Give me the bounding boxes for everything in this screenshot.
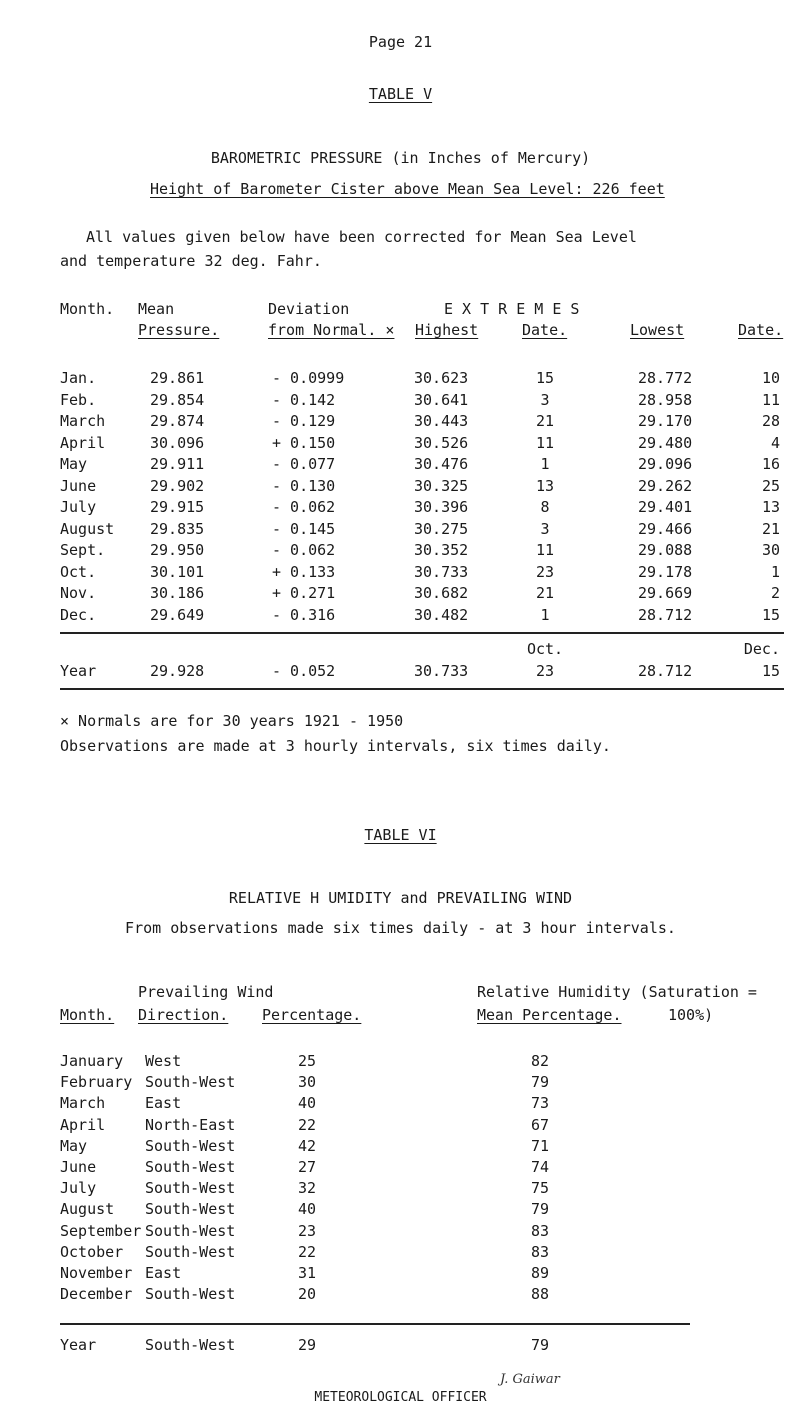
cell-percentage: 32 xyxy=(298,1179,317,1198)
year-humidity: 79 xyxy=(531,1336,550,1354)
cell-month: August xyxy=(60,1200,115,1219)
year-label-vi: Year xyxy=(60,1336,97,1354)
header-lowest: Lowest xyxy=(630,321,685,339)
table-vi-title: RELATIVE H UMIDITY and PREVAILING WIND xyxy=(228,889,573,907)
cell-high-date: 11 xyxy=(535,541,555,559)
cell-humidity: 88 xyxy=(531,1285,550,1304)
header-pressure: Pressure. xyxy=(138,321,220,339)
cell-low-date: 30 xyxy=(761,541,780,559)
cell-month: Sept. xyxy=(60,541,106,559)
year-highest-date: 23 xyxy=(535,662,555,680)
cell-mean: 30.186 xyxy=(150,584,205,602)
cell-humidity: 83 xyxy=(531,1221,550,1240)
header-date-high: Date. xyxy=(522,321,568,339)
table-v-label: TABLE V xyxy=(368,85,433,103)
cell-highest: 30.623 xyxy=(414,369,469,387)
cell-lowest: 29.088 xyxy=(638,541,693,559)
footnote-normals: × Normals are for 30 years 1921 - 1950 xyxy=(60,712,404,730)
cell-lowest: 28.712 xyxy=(638,605,693,624)
cell-direction: South-West xyxy=(145,1073,236,1092)
cell-humidity: 79 xyxy=(531,1073,550,1092)
cell-low-date: 15 xyxy=(761,605,780,624)
year-percentage: 29 xyxy=(298,1336,317,1354)
cell-percentage: 31 xyxy=(298,1264,317,1282)
cell-deviation: - 0.077 xyxy=(272,455,336,473)
cell-percentage: 40 xyxy=(298,1200,317,1219)
cell-highest: 30.641 xyxy=(414,390,469,409)
cell-mean: 29.915 xyxy=(150,498,205,516)
cell-humidity: 83 xyxy=(531,1242,550,1261)
cell-high-date: 1 xyxy=(540,605,550,624)
cell-month: July xyxy=(60,1179,97,1198)
header-direction: Direction. xyxy=(138,1006,229,1024)
cell-humidity: 79 xyxy=(531,1200,550,1219)
cell-highest: 30.733 xyxy=(414,562,469,581)
year-highest: 30.733 xyxy=(414,662,469,680)
cell-month: July xyxy=(60,498,97,516)
signature: J. Gaiwar xyxy=(500,1372,560,1387)
cell-month: Nov. xyxy=(60,584,97,602)
cell-low-date: 2 xyxy=(770,584,780,602)
cell-deviation: + 0.271 xyxy=(272,584,336,602)
cell-mean: 29.911 xyxy=(150,455,205,473)
cell-month: December xyxy=(60,1285,133,1304)
header-from-normal: from Normal. × xyxy=(268,321,395,339)
cell-percentage: 27 xyxy=(298,1158,317,1176)
page-number: Page 21 xyxy=(368,33,433,51)
cell-month: May xyxy=(60,1136,88,1155)
cell-direction: South-West xyxy=(145,1158,236,1176)
cell-low-date: 4 xyxy=(770,433,780,452)
cell-low-date: 16 xyxy=(761,455,780,473)
table-vi-subtitle: From observations made six times daily - at 3 hour intervals. xyxy=(125,919,676,937)
cell-lowest: 29.262 xyxy=(638,476,693,495)
year-lowest: 28.712 xyxy=(638,662,693,680)
cell-percentage: 22 xyxy=(298,1242,317,1261)
cell-deviation: - 0.129 xyxy=(272,412,336,430)
cell-month: April xyxy=(60,1115,106,1134)
cell-lowest: 29.178 xyxy=(638,562,693,581)
cell-direction: South-West xyxy=(145,1285,236,1304)
cell-lowest: 28.772 xyxy=(638,369,693,387)
cell-low-date: 10 xyxy=(761,369,780,387)
cell-high-date: 8 xyxy=(540,498,550,516)
cell-month: June xyxy=(60,476,97,495)
year-deviation: - 0.052 xyxy=(272,662,336,680)
header-extremes: E X T R E M E S xyxy=(444,300,580,318)
cell-deviation: - 0.0999 xyxy=(272,369,345,387)
cell-humidity: 82 xyxy=(531,1052,550,1070)
table-v-rule-bottom xyxy=(60,688,784,690)
table-vi-rule-top xyxy=(60,1323,690,1325)
cell-humidity: 74 xyxy=(531,1158,550,1176)
cell-direction: South-West xyxy=(145,1242,236,1261)
cell-highest: 30.275 xyxy=(414,519,469,538)
cell-lowest: 28.958 xyxy=(638,390,693,409)
cell-mean: 30.101 xyxy=(150,562,205,581)
cell-percentage: 25 xyxy=(298,1052,317,1070)
footnote-observations: Observations are made at 3 hourly intervals, six times daily. xyxy=(60,737,611,755)
cell-deviation: - 0.062 xyxy=(272,498,336,516)
cell-percentage: 20 xyxy=(298,1285,317,1304)
cell-low-date: 13 xyxy=(761,498,780,516)
header-month-vi: Month. xyxy=(60,1006,115,1024)
cell-direction: North-East xyxy=(145,1115,236,1134)
cell-lowest: 29.170 xyxy=(638,412,693,430)
cell-lowest: 29.466 xyxy=(638,519,693,538)
correction-note-1: All values given below have been corrected for Mean Sea Level xyxy=(86,228,637,246)
cell-month: March xyxy=(60,412,106,430)
cell-direction: East xyxy=(145,1264,182,1282)
header-mean: Mean xyxy=(138,300,175,318)
cell-highest: 30.476 xyxy=(414,455,469,473)
cell-month: Feb. xyxy=(60,390,97,409)
correction-note-2: and temperature 32 deg. Fahr. xyxy=(60,252,322,270)
cell-month: Jan. xyxy=(60,369,97,387)
year-direction: South-West xyxy=(145,1336,236,1354)
table-v-rule-top xyxy=(60,632,784,634)
cell-month: August xyxy=(60,519,115,538)
cell-highest: 30.352 xyxy=(414,541,469,559)
year-highest-month: Oct. xyxy=(526,640,564,658)
cell-humidity: 73 xyxy=(531,1094,550,1113)
table-v-title: BAROMETRIC PRESSURE (in Inches of Mercury) xyxy=(210,149,591,167)
header-percentage: Percentage. xyxy=(262,1006,362,1024)
cell-humidity: 75 xyxy=(531,1179,550,1198)
cell-mean: 29.902 xyxy=(150,476,205,495)
cell-mean: 29.835 xyxy=(150,519,205,538)
year-mean: 29.928 xyxy=(150,662,205,680)
cell-mean: 29.649 xyxy=(150,605,205,624)
cell-lowest: 29.401 xyxy=(638,498,693,516)
barometer-height-line: Height of Barometer Cister above Mean Sea Level: 226 feet xyxy=(150,180,665,198)
cell-percentage: 30 xyxy=(298,1073,317,1092)
cell-high-date: 1 xyxy=(540,455,550,473)
cell-month: Dec. xyxy=(60,605,97,624)
cell-month: January xyxy=(60,1052,124,1070)
cell-direction: South-West xyxy=(145,1200,236,1219)
header-relative-humidity: Relative Humidity (Saturation = xyxy=(477,983,757,1001)
cell-mean: 29.861 xyxy=(150,369,205,387)
year-lowest-date: 15 xyxy=(761,662,780,680)
cell-month: September xyxy=(60,1221,142,1240)
cell-low-date: 11 xyxy=(761,390,780,409)
cell-highest: 30.482 xyxy=(414,605,469,624)
cell-highest: 30.396 xyxy=(414,498,469,516)
cell-month: October xyxy=(60,1242,124,1261)
cell-mean: 29.874 xyxy=(150,412,205,430)
cell-direction: South-West xyxy=(145,1136,236,1155)
cell-high-date: 23 xyxy=(535,562,555,581)
cell-high-date: 11 xyxy=(535,433,555,452)
cell-humidity: 67 xyxy=(531,1115,550,1134)
cell-low-date: 21 xyxy=(761,519,780,538)
header-deviation: Deviation xyxy=(268,300,350,318)
cell-low-date: 1 xyxy=(770,562,780,581)
cell-percentage: 22 xyxy=(298,1115,317,1134)
cell-month: November xyxy=(60,1264,133,1282)
cell-high-date: 21 xyxy=(535,412,555,430)
cell-direction: East xyxy=(145,1094,182,1113)
cell-deviation: - 0.130 xyxy=(272,476,336,495)
year-label: Year xyxy=(60,662,97,680)
cell-deviation: - 0.142 xyxy=(272,390,336,409)
year-lowest-month: Dec. xyxy=(743,640,780,658)
header-date-low: Date. xyxy=(738,321,784,339)
cell-lowest: 29.096 xyxy=(638,455,693,473)
cell-deviation: - 0.316 xyxy=(272,605,336,624)
cell-high-date: 21 xyxy=(535,584,555,602)
cell-lowest: 29.669 xyxy=(638,584,693,602)
cell-direction: West xyxy=(145,1052,182,1070)
cell-mean: 30.096 xyxy=(150,433,205,452)
cell-highest: 30.526 xyxy=(414,433,469,452)
header-hundred-percent: 100%) xyxy=(668,1006,714,1024)
cell-direction: South-West xyxy=(145,1221,236,1240)
table-vi-label: TABLE VI xyxy=(364,826,437,844)
header-highest: Highest xyxy=(415,321,479,339)
cell-mean: 29.854 xyxy=(150,390,205,409)
cell-deviation: + 0.150 xyxy=(272,433,336,452)
cell-deviation: + 0.133 xyxy=(272,562,336,581)
cell-month: May xyxy=(60,455,88,473)
cell-high-date: 13 xyxy=(535,476,555,495)
cell-highest: 30.325 xyxy=(414,476,469,495)
cell-month: March xyxy=(60,1094,106,1113)
header-prevailing-wind: Prevailing Wind xyxy=(138,983,274,1001)
cell-percentage: 23 xyxy=(298,1221,317,1240)
cell-highest: 30.682 xyxy=(414,584,469,602)
cell-deviation: - 0.062 xyxy=(272,541,336,559)
cell-lowest: 29.480 xyxy=(638,433,693,452)
cell-percentage: 42 xyxy=(298,1136,317,1155)
cell-high-date: 3 xyxy=(540,519,550,538)
cell-month: April xyxy=(60,433,106,452)
cell-deviation: - 0.145 xyxy=(272,519,336,538)
cell-mean: 29.950 xyxy=(150,541,205,559)
header-month: Month. xyxy=(60,300,115,318)
cell-low-date: 28 xyxy=(761,412,780,430)
cell-humidity: 71 xyxy=(531,1136,550,1155)
cell-high-date: 15 xyxy=(535,369,555,387)
cell-high-date: 3 xyxy=(540,390,550,409)
cell-direction: South-West xyxy=(145,1179,236,1198)
cell-month: June xyxy=(60,1158,97,1176)
cell-low-date: 25 xyxy=(761,476,780,495)
cell-highest: 30.443 xyxy=(414,412,469,430)
cell-month: Oct. xyxy=(60,562,97,581)
header-mean-percentage: Mean Percentage. xyxy=(477,1006,622,1024)
cell-percentage: 40 xyxy=(298,1094,317,1113)
signature-title: METEOROLOGICAL OFFICER xyxy=(314,1390,487,1405)
cell-humidity: 89 xyxy=(531,1264,550,1282)
cell-month: February xyxy=(60,1073,133,1092)
